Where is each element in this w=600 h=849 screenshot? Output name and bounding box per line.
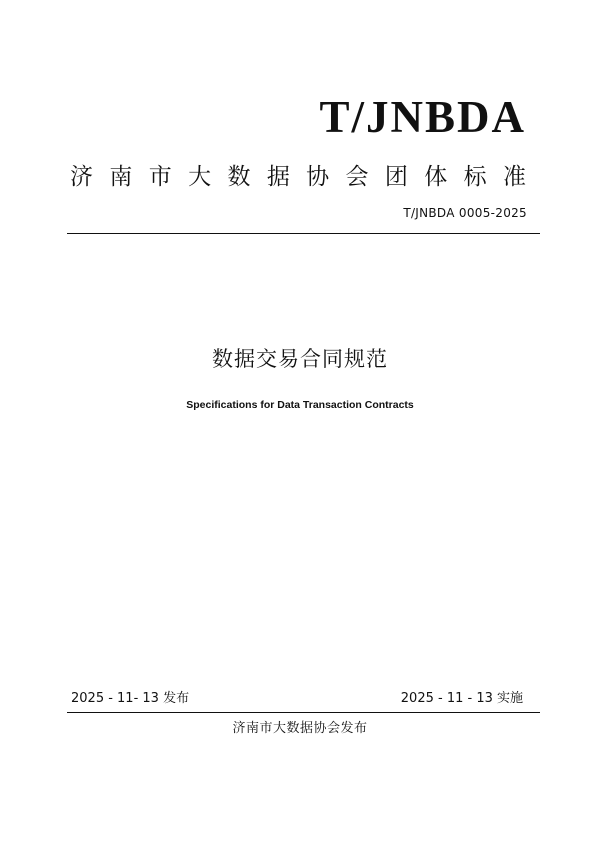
document-title-english: Specifications for Data Transaction Contracts (186, 399, 414, 411)
document-title-chinese: 数据交易合同规范 (212, 347, 388, 371)
standard-number: T/JNBDA 0005-2025 (403, 206, 527, 220)
publish-date: 2025 - 11- 13 发布 (71, 691, 190, 706)
organization-standard-title: 济南市大数据协会团体标准 (70, 164, 526, 190)
publisher-line: 济南市大数据协会发布 (232, 721, 368, 736)
footer-divider (67, 712, 540, 713)
implementation-date: 2025 - 11 - 13 实施 (400, 691, 523, 706)
header-divider (67, 233, 540, 234)
standard-code-mark: T/JNBDA (319, 92, 526, 142)
